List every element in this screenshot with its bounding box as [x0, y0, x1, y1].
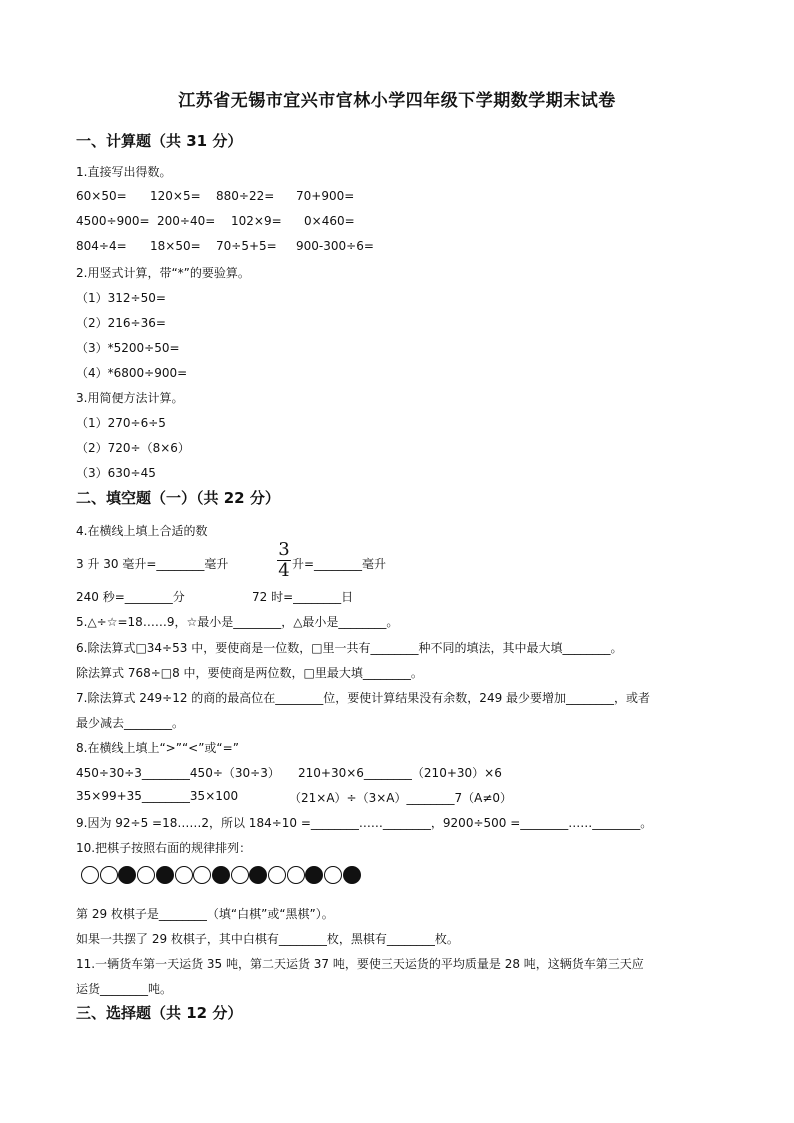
black-bead: [156, 866, 174, 884]
q2-item: （4）*6800÷900=: [76, 366, 188, 380]
q4-item: 升=________毫升: [292, 557, 387, 571]
section-calculation: 一、计算题（共 31 分）: [76, 132, 243, 150]
q3-item: （1）270÷6÷5: [76, 416, 166, 430]
q8-item: 450÷30÷3________450÷（30÷3）: [76, 766, 280, 780]
q7-line2: 最少减去________。: [76, 716, 185, 730]
white-bead: [175, 866, 193, 884]
q1-item: 900-300÷6=: [296, 239, 374, 253]
white-bead: [287, 866, 305, 884]
q2-item: （1）312÷50=: [76, 291, 166, 305]
q3-label: 3.用简便方法计算。: [76, 391, 184, 405]
page-title: 江苏省无锡市宜兴市官林小学四年级下学期数学期末试卷: [178, 91, 616, 111]
q3-item: （3）630÷45: [76, 466, 156, 480]
q1-label: 1.直接写出得数。: [76, 165, 172, 179]
black-bead: [305, 866, 323, 884]
white-bead: [268, 866, 286, 884]
q10-item: 如果一共摆了 29 枚棋子，其中白棋有________枚，黑棋有________枚。: [76, 932, 459, 946]
q8-item: 210+30×6________（210+30）×6: [298, 766, 502, 780]
black-bead: [249, 866, 267, 884]
fraction-denominator: 4: [278, 560, 290, 581]
q1-item: 120×5=: [150, 189, 201, 203]
white-bead: [100, 866, 118, 884]
q1-item: 4500÷900=: [76, 214, 150, 228]
fraction-three-quarters: [277, 541, 291, 580]
q7-line1: 7.除法算式 249÷12 的商的最高位在________位，要使计算结果没有余数，249 最少要增加________，或者: [76, 691, 651, 705]
q1-item: 804÷4=: [76, 239, 127, 253]
q6-line1: 6.除法算式□34÷53 中，要使商是一位数，□里一共有________种不同的填法，其中最大填________。: [76, 641, 623, 655]
q1-item: 70÷5+5=: [216, 239, 277, 253]
q1-item: 880÷22=: [216, 189, 275, 203]
q1-item: 18×50=: [150, 239, 201, 253]
q11-line2: 运货________吨。: [76, 982, 173, 996]
q1-item: 60×50=: [76, 189, 127, 203]
section-multiple-choice: 三、选择题（共 12 分）: [76, 1004, 243, 1022]
q4-label: 4.在横线上填上合适的数: [76, 524, 208, 538]
black-bead: [212, 866, 230, 884]
q8-item: 35×99+35________35×100: [76, 789, 239, 803]
q11-line1: 11.一辆货车第一天运货 35 吨，第二天运货 37 吨，要使三天运货的平均质量是 28 吨，这辆货车第三天应: [76, 957, 644, 971]
white-bead: [324, 866, 342, 884]
q5: 5.△÷☆=18……9，☆最小是________，△最小是________。: [76, 615, 399, 629]
q3-item: （2）720÷（8×6）: [76, 441, 190, 455]
q10-item: 第 29 枚棋子是________（填“白棋”或“黑棋”）。: [76, 907, 334, 921]
black-bead: [118, 866, 136, 884]
q2-item: （3）*5200÷50=: [76, 341, 180, 355]
fraction-numerator: 3: [278, 539, 290, 560]
white-bead: [193, 866, 211, 884]
white-bead: [231, 866, 249, 884]
white-bead: [81, 866, 99, 884]
white-bead: [137, 866, 155, 884]
q1-item: 200÷40=: [157, 214, 216, 228]
q8-item: （21×A）÷（3×A）________7（A≠0）: [289, 791, 513, 805]
q2-item: （2）216÷36=: [76, 316, 166, 330]
q1-item: 0×460=: [304, 214, 355, 228]
q1-item: 70+900=: [296, 189, 355, 203]
q9: 9.因为 92÷5 =18……2，所以 184÷10 =________……________，9200÷500 =________……________。: [76, 816, 653, 830]
q8-label: 8.在横线上填上“>”“<”或“=”: [76, 741, 239, 755]
q10-label: 10.把棋子按照右面的规律排列：: [76, 841, 252, 855]
q4-item: 240 秒=________分: [76, 590, 185, 604]
q1-item: 102×9=: [231, 214, 282, 228]
q2-label: 2.用竖式计算，带“*”的要验算。: [76, 266, 250, 280]
q6-line2: 除法算式 768÷□8 中，要使商是两位数，□里最大填________。: [76, 666, 423, 680]
q4-item: 72 时=________日: [252, 590, 354, 604]
section-fill-in: 二、填空题（一）（共 22 分）: [76, 489, 280, 507]
q4-item: 3 升 30 毫升=________毫升: [76, 557, 229, 571]
black-bead: [343, 866, 361, 884]
